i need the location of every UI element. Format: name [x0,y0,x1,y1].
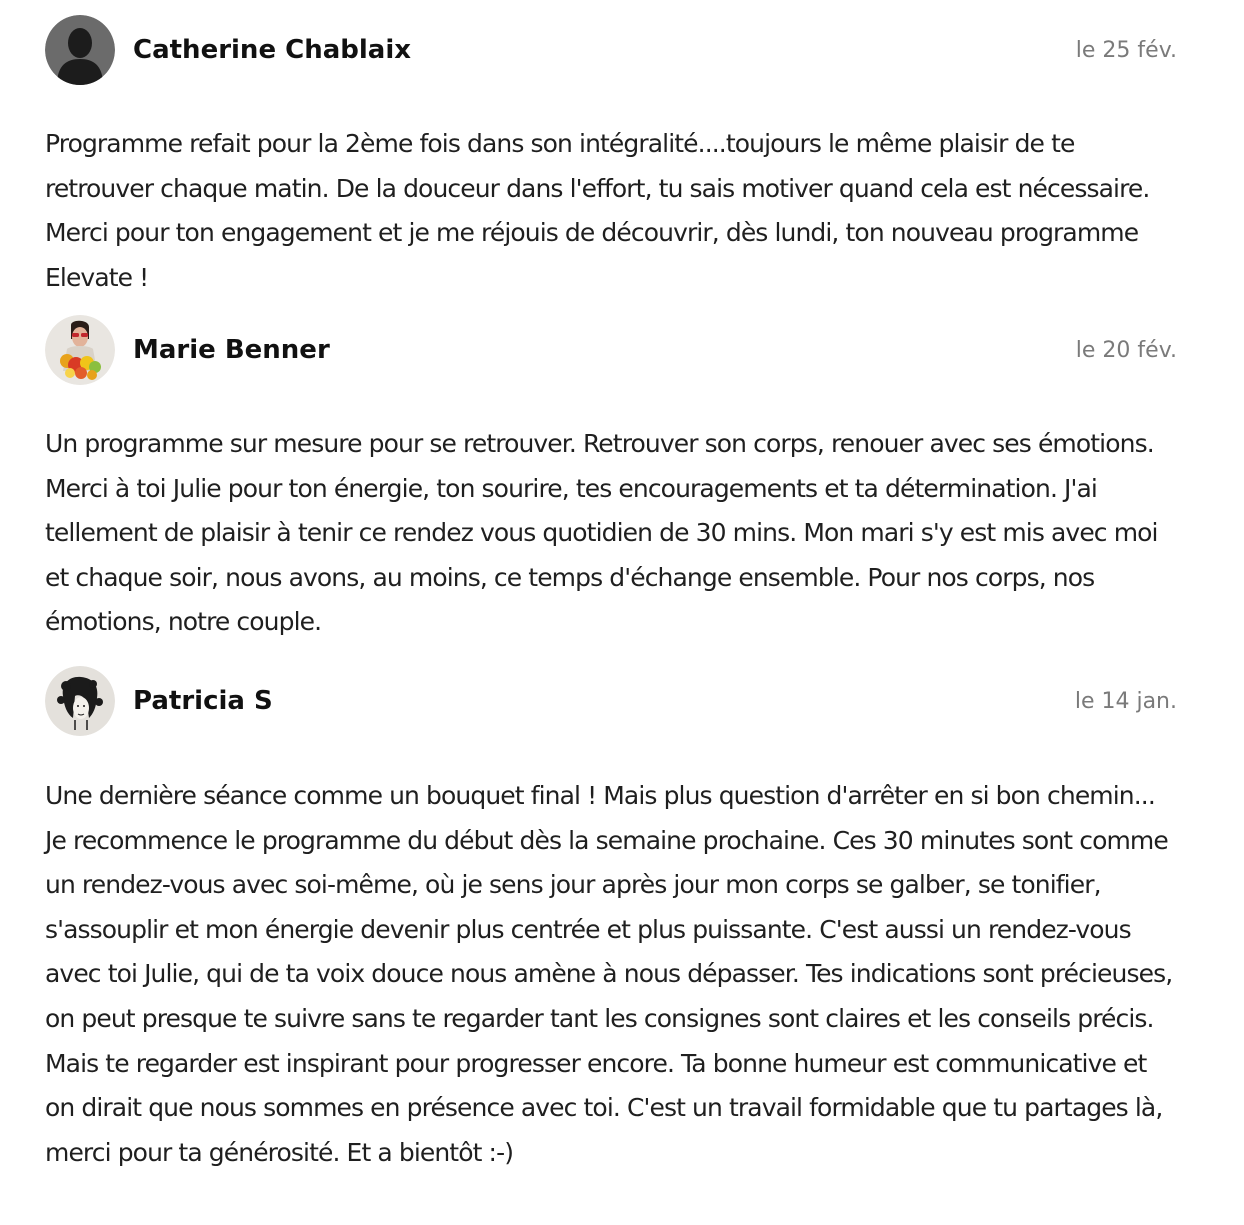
review-text: Un programme sur mesure pour se retrouver. Retrouver son corps, renouer avec ses émotions. Merci à toi Julie pour ton énergie, ton sourire, tes encouragements et ta détermination. J'ai tellement de plaisir à tenir ce rendez vous quotidien de 30 mins. Mon mari s'y est mis avec moi et chaque soir, nous avons, au moins, ce temps d'échange ensemble. Pour nos corps, nos émotions, notre couple. [45,429,1158,637]
illustrated-avatar-icon[interactable] [45,666,115,736]
review-item [45,15,1177,300]
review-text: Une dernière séance comme un bouquet final ! Mais plus question d'arrêter en si bon chemin... Je recommence le programme du début dès la semaine prochaine. Ces 30 minutes sont comme un rendez-vous avec soi-même, où je sens jour après jour mon corps se galber, se tonifier, s'assouplir et mon énergie devenir plus centrée et plus puissante. C'est aussi un rendez-vous avec toi Julie, qui de ta voix douce nous amène à nous dépasser. Tes indications sont précieuses, on peut presque te suivre sans te regarder tant les consignes sont claires et les conseils précis. Mais te regarder est inspirant pour progresser encore. Ta bonne humeur est communicative et on dirait que nous sommes en présence avec toi. C'est un travail formidable que tu partages là, merci pour ta générosité. Et a bientôt :-) [45,781,1173,1167]
review-item [45,666,1177,1175]
review-author[interactable]: Patricia S [133,686,273,716]
review-date: le 14 jan. [1074,689,1177,714]
default-avatar-icon[interactable] [45,15,115,85]
review-header [45,15,1177,85]
review-date: le 25 fév. [1075,38,1177,63]
review-author[interactable]: Marie Benner [133,335,330,365]
review-header [45,666,1177,736]
user-photo-avatar-icon[interactable] [45,315,115,385]
review-author[interactable]: Catherine Chablaix [133,35,412,65]
review-item [45,315,1177,645]
review-date: le 20 fév. [1075,338,1177,363]
review-header [45,315,1177,385]
review-text: Programme refait pour la 2ème fois dans son intégralité....toujours le même plaisir de te retrouver chaque matin. De la douceur dans l'effort, tu sais motiver quand cela est nécessaire. Merci pour ton engagement et je me réjouis de découvrir, dès lundi, ton nouveau programme Elevate ! [45,129,1150,292]
